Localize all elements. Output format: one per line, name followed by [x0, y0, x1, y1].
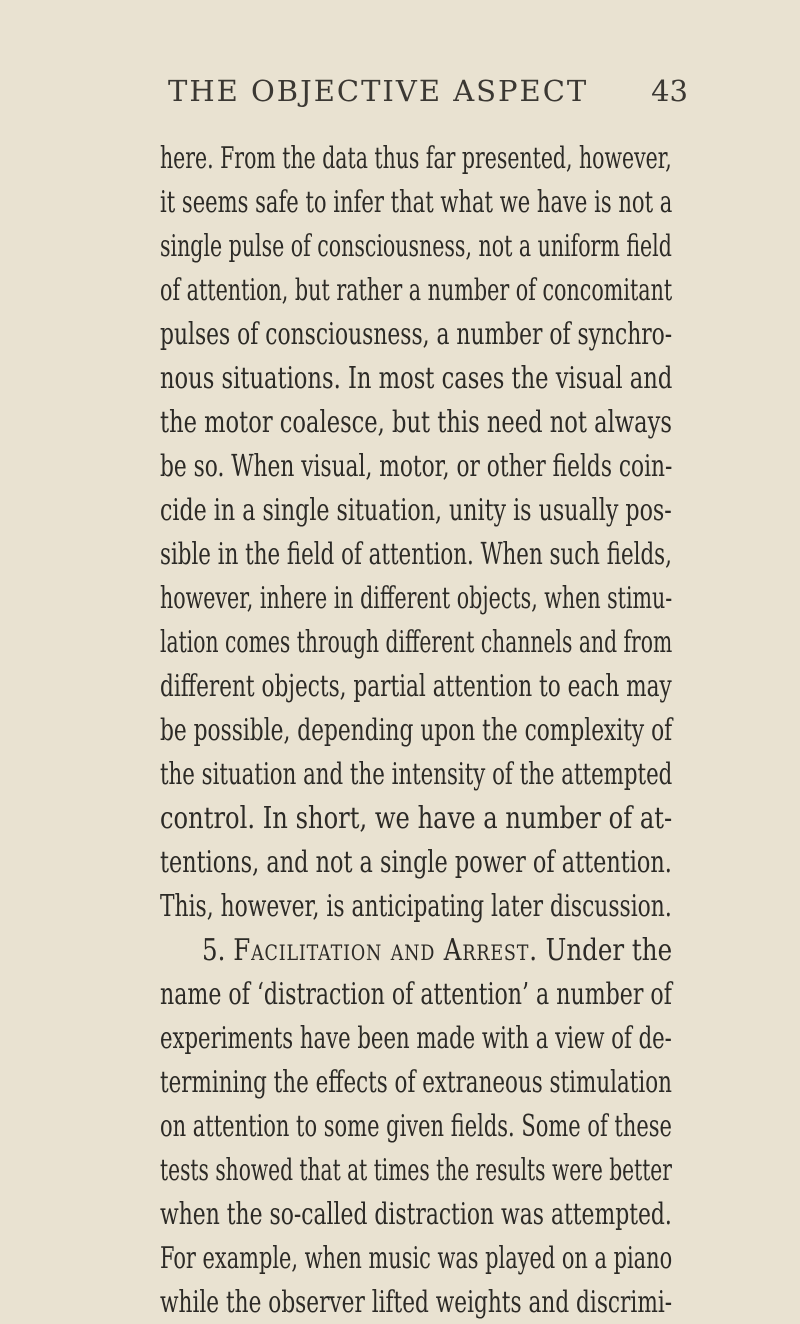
text-line: be possible, depending upon the complexity of — [160, 713, 673, 747]
text-line: termining the effects of extraneous stimulation — [160, 1065, 672, 1099]
text-line: here. From the data thus far presented, however, — [160, 141, 672, 175]
text-line: nous situations. In most cases the visual and — [160, 361, 673, 395]
text-line: tentions, and not a single power of attention. — [160, 845, 672, 879]
section-heading-line — [202, 928, 672, 972]
section-number: 5. — [202, 933, 226, 967]
text-line: pulses of consciousness, a number of synchro- — [160, 317, 673, 351]
section-first-line-text: Under the — [545, 933, 673, 967]
text-line: tests showed that at times the results were better — [160, 1153, 672, 1187]
running-title: THE OBJECTIVE ASPECT — [168, 74, 589, 108]
text-line: This, however, is anticipating later discussion. — [160, 889, 672, 923]
text-line: the situation and the intensity of the attempted — [160, 757, 673, 791]
text-line: when the so-called distraction was attempted. — [160, 1197, 672, 1231]
text-line: it seems safe to infer that what we have is not a — [160, 185, 673, 219]
text-line: lation comes through different channels and from — [160, 625, 673, 659]
text-line: single pulse of consciousness, not a uniform field — [160, 229, 672, 263]
text-line: while the observer lifted weights and discrimi- — [160, 1285, 673, 1319]
text-line: cide in a single situation, unity is usually pos- — [160, 493, 672, 527]
text-line: be so. When visual, motor, or other fields coin- — [160, 449, 673, 483]
section-heading: Facilitation and Arrest. — [233, 933, 538, 967]
text-line: For example, when music was played on a piano — [160, 1241, 673, 1275]
running-head — [168, 74, 688, 114]
text-line: sible in the field of attention. When such fields, — [160, 537, 672, 571]
text-line: the motor coalesce, but this need not always — [160, 405, 672, 439]
text-line: experiments have been made with a view of de- — [160, 1021, 672, 1055]
page-number: 43 — [651, 74, 688, 108]
text-line: on attention to some given fields. Some of these — [160, 1109, 672, 1143]
text-line: however, inhere in different objects, when stimu- — [160, 581, 673, 615]
text-line: control. In short, we have a number of at- — [160, 801, 673, 835]
text-line: name of ‘distraction of attention’ a number of — [160, 977, 672, 1011]
text-line: of attention, but rather a number of concomitant — [160, 273, 673, 307]
text-line: different objects, partial attention to each may — [160, 669, 672, 703]
